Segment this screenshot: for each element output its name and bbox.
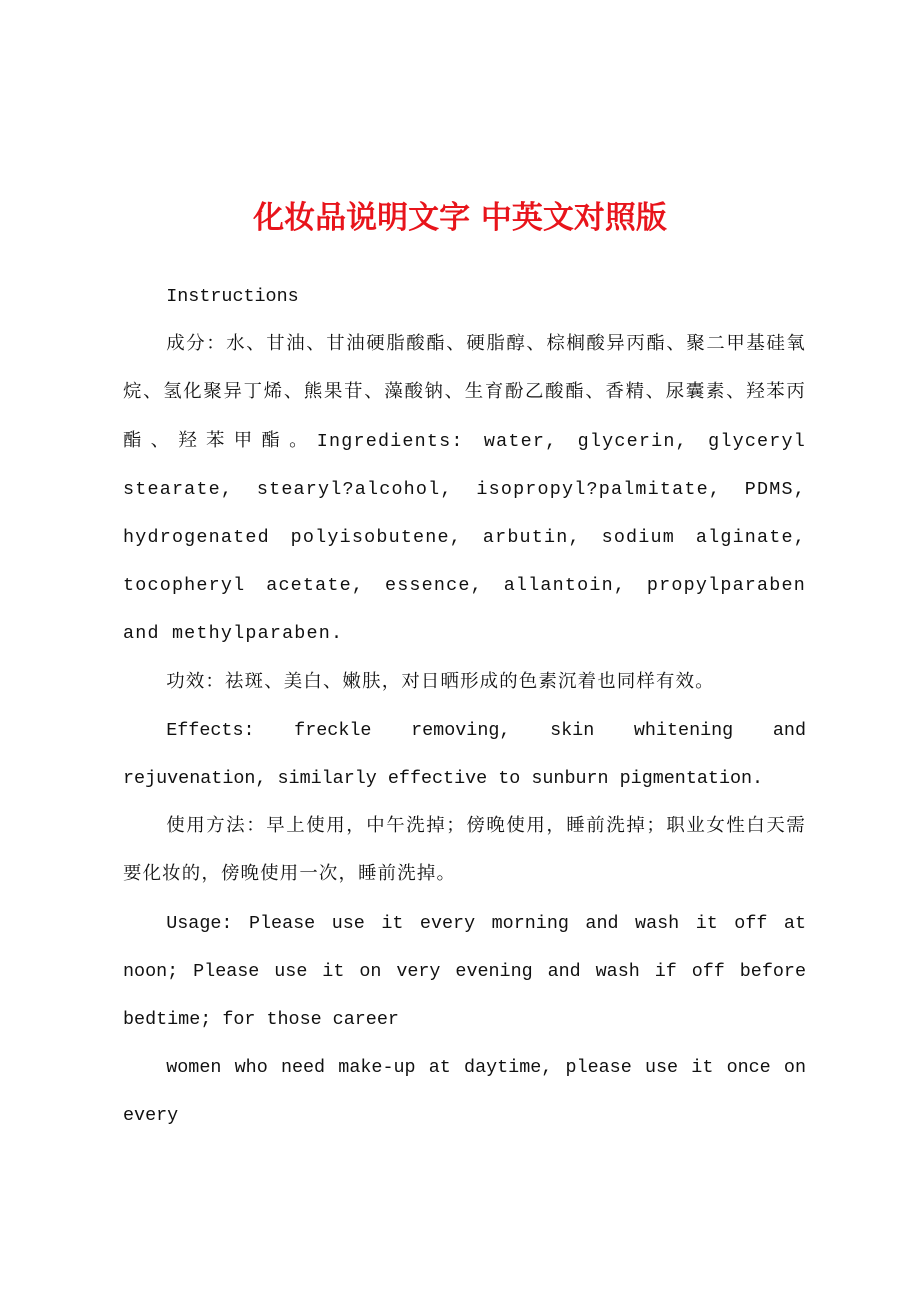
document-body	[123, 273, 806, 1141]
ingredients-paragraph: 成分：水、甘油、甘油硬脂酸酯、硬脂醇、棕榈酸异丙酯、聚二甲基硅氧烷、氢化聚异丁烯、熊果苷、藻酸钠、生育酚乙酸酯、香精、尿囊素、羟苯丙酯、羟苯甲酯。Ingredients: water, glycerin, glyceryl stearate, stearyl?alcohol, isopropyl?palmitate, PDMS, hydrogenated polyisobutene, arbutin, sodium alginate, tocopheryl acetate, essence, allantoin, propylparaben and methylparaben.	[123, 334, 806, 645]
usage-chinese-paragraph: 使用方法：早上使用，中午洗掉；傍晚使用，睡前洗掉；职业女性白天需要化妆的，傍晚使用一次，睡前洗掉。	[123, 816, 806, 886]
usage-english-continued-paragraph: women who need make-up at daytime, please use it once on every	[123, 1057, 806, 1127]
usage-english-paragraph: Usage: Please use it every morning and wash it off at noon; Please use it on very evening and wash if off before bedtime; for those career	[123, 912, 806, 1031]
instructions-heading: Instructions	[166, 286, 299, 307]
effects-english-paragraph: Effects: freckle removing, skin whitening and rejuvenation, similarly effective to sunburn pigmentation.	[123, 719, 806, 790]
document-title: 化妆品说明文字 中英文对照版	[253, 200, 667, 236]
effects-chinese-paragraph: 功效：祛斑、美白、嫩肤，对日晒形成的色素沉着也同样有效。	[166, 671, 715, 693]
